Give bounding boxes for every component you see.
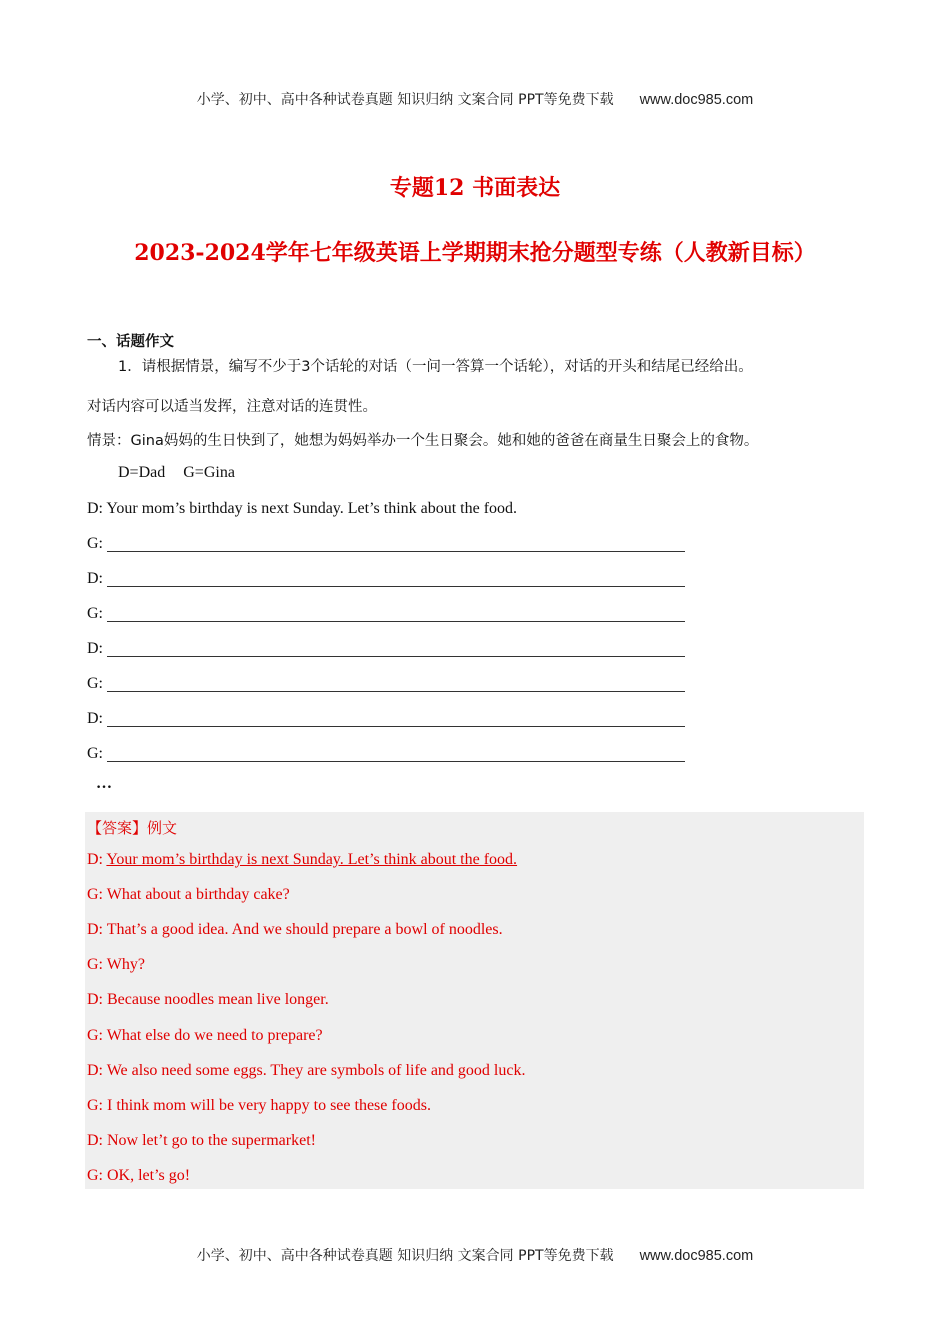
answer-label: 【答案】例文 <box>87 819 178 837</box>
answer-speaker: D: <box>87 921 103 939</box>
answer-speaker: G: <box>87 886 103 904</box>
answer-line <box>87 956 145 974</box>
answer-text: OK, let’s go! <box>107 1166 191 1184</box>
answer-text: I think mom will be very happy to see these foods. <box>107 1096 431 1114</box>
answer-text: We also need some eggs. They are symbols of life and good luck. <box>106 1061 526 1079</box>
answer-line <box>87 851 517 869</box>
answer-line <box>87 1027 323 1045</box>
answer-line <box>87 921 503 939</box>
role-legend <box>118 464 235 482</box>
blank-speaker: G: <box>87 675 103 692</box>
blank-underline[interactable] <box>107 726 685 727</box>
dialogue-opening <box>87 500 517 518</box>
answer-text: Your mom’s birthday is next Sunday. Let’s think about the food. <box>106 851 518 868</box>
page-header <box>0 89 950 109</box>
blank-underline[interactable] <box>107 691 685 692</box>
answer-text: Now let’t go to the supermarket! <box>107 1131 316 1149</box>
blank-underline[interactable] <box>107 656 685 657</box>
blank-speaker: D: <box>87 640 103 657</box>
answer-text: What else do we need to prepare? <box>106 1026 323 1044</box>
answer-speaker: D: <box>87 851 103 868</box>
blank-underline[interactable] <box>107 621 685 622</box>
answer-speaker: G: <box>87 956 103 974</box>
blank-line[interactable] <box>87 745 107 763</box>
blank-line[interactable] <box>87 710 107 728</box>
footer-slogan: 小学、初中、高中各种试卷真题 知识归纳 文案合同 PPT等免费下载 <box>196 1248 614 1264</box>
role-gina: G=Gina <box>183 464 235 481</box>
blank-line[interactable] <box>87 640 107 658</box>
blank-underline[interactable] <box>107 761 685 762</box>
page-footer <box>0 1245 950 1265</box>
page-title: 专题12 书面表达 <box>389 175 561 201</box>
blank-line[interactable] <box>87 535 107 553</box>
answer-line <box>87 886 290 904</box>
answer-line <box>87 1097 431 1115</box>
answer-line <box>87 1132 316 1150</box>
opening-text: Your mom’s birthday is next Sunday. Let’s think about the food. <box>106 500 518 517</box>
answer-text: What about a birthday cake? <box>106 886 290 904</box>
answer-speaker: G: <box>87 1166 103 1184</box>
answer-text: That’s a good idea. And we should prepare a bowl of noodles. <box>106 921 503 939</box>
role-dad: D=Dad <box>118 464 166 481</box>
answer-speaker: G: <box>87 1096 103 1114</box>
blank-speaker: G: <box>87 535 103 552</box>
blank-line[interactable] <box>87 675 107 693</box>
answer-line <box>87 1167 190 1185</box>
answer-line <box>87 1062 525 1080</box>
section-heading: 一、话题作文 <box>87 334 174 350</box>
blank-line[interactable] <box>87 605 107 623</box>
header-url[interactable]: www.doc985.com <box>639 92 754 108</box>
page-subtitle: 2023-2024学年七年级英语上学期期末抢分题型专练（人教新目标） <box>134 240 816 266</box>
answer-speaker: D: <box>87 1061 103 1079</box>
opening-speaker: D: <box>87 500 103 517</box>
blank-underline[interactable] <box>107 551 685 552</box>
header-slogan: 小学、初中、高中各种试卷真题 知识归纳 文案合同 PPT等免费下载 <box>196 92 614 108</box>
blank-speaker: D: <box>87 570 103 587</box>
answer-line <box>87 991 329 1009</box>
blank-speaker: G: <box>87 605 103 622</box>
footer-url[interactable]: www.doc985.com <box>639 1248 754 1264</box>
blank-line[interactable] <box>87 570 107 588</box>
answer-speaker: D: <box>87 991 103 1009</box>
answer-speaker: G: <box>87 1026 103 1044</box>
answer-text: Because noodles mean live longer. <box>107 991 329 1009</box>
question-scenario: 情景：Gina妈妈的生日快到了，她想为妈妈举办一个生日聚会。她和她的爸爸在商量生日聚会上的食物。 <box>87 433 759 449</box>
blank-speaker: D: <box>87 710 103 727</box>
blank-underline[interactable] <box>107 586 685 587</box>
ellipsis: … <box>96 775 112 792</box>
question-prompt-line1: 1．请根据情景，编写不少于3个话轮的对话（一问一答算一个话轮），对话的开头和结尾已经给出。 <box>118 359 753 375</box>
answer-text: Why? <box>106 956 145 974</box>
answer-speaker: D: <box>87 1131 103 1149</box>
question-prompt-line2: 对话内容可以适当发挥，注意对话的连贯性。 <box>87 399 377 415</box>
blank-speaker: G: <box>87 745 103 762</box>
